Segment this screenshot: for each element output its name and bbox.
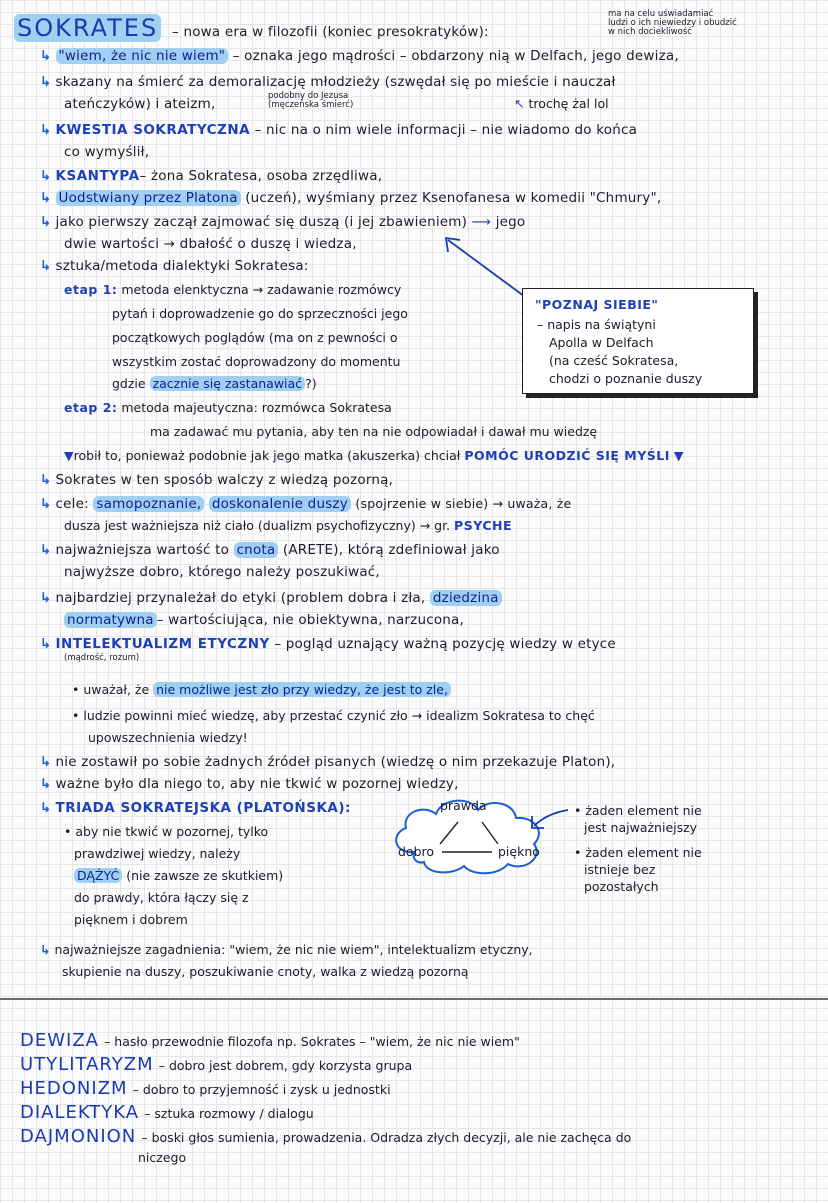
text: najważniejsza wartość to — [55, 542, 230, 558]
stage-2-line — [64, 448, 684, 463]
box-title: "POZNAJ SIEBIE" — [535, 297, 659, 312]
heading: POMÓC URODZIĆ SIĘ MYŚLI — [464, 448, 670, 463]
note-line: jest najważniejszy — [584, 820, 698, 835]
text: metoda elenktyczna → zadawanie rozmówcy — [121, 282, 402, 297]
triad-text: prawdziwej wiedzy, należy — [74, 846, 241, 861]
arrow-icon: ↖ — [514, 96, 525, 111]
triad-text: pięknem i dobrem — [74, 912, 188, 927]
line-key-issues — [40, 942, 533, 957]
motto-highlight: "wiem, że nic nie wiem" — [56, 48, 229, 64]
text: najważniejsze zagadnienia: "wiem, że nic nie wiem", intelektualizm etyczny, — [54, 942, 533, 957]
glossary-term: DIALEKTYKA — [20, 1102, 140, 1123]
triad-good: dobro — [398, 844, 435, 859]
arrow-icon: ▼ — [64, 448, 74, 463]
line-pseudo-knowledge — [40, 472, 393, 488]
arrow-icon: ↳ — [40, 542, 52, 558]
line-sentence — [40, 74, 616, 90]
heading: INTELEKTUALIZM ETYCZNY — [55, 636, 270, 652]
line-atheism: ateńczyków) i ateizm, — [64, 96, 216, 112]
triad-text: • aby nie tkwić w pozornej, tylko — [64, 824, 269, 839]
text: sztuka/metoda dialektyki Sokratesa: — [55, 258, 309, 274]
note-line: • żaden element nie — [574, 803, 702, 818]
text: – żona Sokratesa, osoba zrzędliwa, — [139, 168, 383, 184]
line-no-writings — [40, 754, 615, 770]
glossary-term: UTYLITARYZM — [20, 1054, 154, 1075]
text: (nie zawsze ze skutkiem) — [126, 868, 284, 883]
highlight: normatywna — [64, 612, 157, 628]
highlight: zacznie się zastanawiać — [150, 376, 305, 391]
glossary-tail: niczego — [138, 1150, 187, 1165]
line-virtue — [40, 542, 500, 558]
note-line: (męczeńska śmierć) — [268, 100, 354, 110]
note-line: pozostałych — [584, 879, 659, 894]
text: – pogląd uznający ważną pozycję wiedzy w etyce — [274, 636, 616, 652]
page-subtitle: – nowa era w filozofii (koniec presokratyków): — [172, 24, 489, 40]
page-title — [14, 14, 161, 42]
stage-2 — [64, 400, 392, 415]
glossary-row — [20, 1102, 314, 1123]
stage-2-line: ma zadawać mu pytania, aby ten na nie odpowiadał i dawał mu wiedzę — [150, 424, 598, 439]
glossary-term: DAJMONION — [20, 1126, 137, 1147]
arrow-icon: ▼ — [673, 448, 684, 463]
heading: KWESTIA SOKRATYCZNA — [55, 122, 251, 138]
line-ksantypa — [40, 168, 382, 184]
text: ludzie powinni mieć wiedzę, aby przestać czynić zło → idealizm Sokratesa to chęć — [83, 708, 595, 723]
text: (uczeń), wyśmiany przez Ksenofanesa w komedii "Chmury", — [245, 190, 662, 206]
arrow-icon: ↳ — [40, 190, 52, 206]
highlight: samopoznanie, — [93, 496, 204, 512]
arrow-icon: ↳ — [40, 74, 52, 90]
arrow-icon: ↳ — [40, 800, 52, 816]
line-intellectualism — [40, 636, 616, 652]
line-invented: co wymyślił, — [64, 144, 150, 160]
arrow-icon: ⟶ — [471, 214, 492, 230]
glossary-def: – dobro to przyjemność i zysk u jednostki — [132, 1082, 391, 1097]
arrow-icon: ↳ — [40, 942, 51, 957]
glossary-def: – sztuka rozmowy / dialogu — [144, 1106, 314, 1121]
text: ?) — [305, 376, 317, 391]
line-dialectic — [40, 258, 309, 274]
know-thyself-box — [522, 288, 754, 394]
bullet-knowledge — [72, 708, 595, 723]
side-note-line: ma na celu uświadamiać — [608, 9, 714, 19]
stage-1-line: wszystkim zostać doprowadzony do momentu — [112, 354, 401, 369]
text: nie zostawił po sobie żadnych źródeł pisanych (wiedzę o nim przekazuje Platon), — [55, 754, 616, 770]
glossary-row — [20, 1054, 412, 1075]
arrow-icon: ↳ — [40, 754, 52, 770]
heading: PSYCHE — [454, 518, 512, 533]
note: (mądrość, rozum) — [64, 653, 140, 663]
divider — [0, 998, 828, 1000]
glossary-term: HEDONIZM — [20, 1078, 128, 1099]
pity-note — [514, 96, 609, 111]
stage-label: etap 2: — [64, 400, 118, 415]
text: (ARETE), którą zdefiniował jako — [282, 542, 500, 558]
text: dusza jest ważniejsza niż ciało (dualizm psychofizyczny) → gr. — [64, 518, 451, 533]
text: gdzie — [112, 376, 146, 391]
stage-label: etap 1: — [64, 282, 118, 297]
triad-text: do prawdy, która łączy się z — [74, 890, 249, 905]
line-socratic-question — [40, 122, 637, 138]
bullet-evil — [72, 682, 451, 697]
text: jako pierwszy zaczął zajmować się duszą (i jej zbawieniem) — [55, 214, 468, 230]
note-line: • żaden element nie — [574, 845, 702, 860]
glossary-def: – boski głos sumienia, prowadzenia. Odradza złych decyzji, ale nie zachęca do — [141, 1130, 632, 1145]
arrow-icon: ↳ — [40, 636, 52, 652]
arrow-to-cloud — [526, 806, 572, 832]
box-line: Apolla w Delfach — [549, 335, 654, 350]
stage-1 — [64, 282, 401, 297]
highlight: Uodstwiany przez Platona — [56, 190, 241, 206]
text: – nic na o nim wiele informacji – nie wiadomo do końca — [254, 122, 638, 138]
text: Sokrates w ten sposób walczy z wiedzą pozorną, — [55, 472, 394, 488]
triad-notes — [574, 802, 702, 895]
line-goals — [40, 496, 571, 512]
glossary-row — [20, 1126, 631, 1147]
line-motto — [40, 48, 679, 64]
arrow-icon: ↳ — [40, 258, 52, 274]
highlight: doskonalenie duszy — [209, 496, 351, 512]
text: metoda majeutyczna: rozmówca Sokratesa — [121, 400, 392, 415]
glossary-row — [20, 1030, 520, 1051]
text: (spojrzenie w siebie) → uważa, że — [355, 496, 572, 511]
highlight: cnota — [234, 542, 279, 558]
triad-beauty: piękno — [498, 844, 540, 859]
side-note — [608, 10, 737, 37]
side-note-line: ludzi o ich niewiedzy i obudzić — [608, 18, 737, 28]
arrow-to-box — [440, 232, 530, 302]
heading: TRIADA SOKRATEJSKA (PLATOŃSKA): — [55, 800, 351, 816]
jesus-note — [268, 92, 353, 110]
arrow-icon: ↳ — [40, 122, 52, 138]
triad-text — [74, 868, 283, 883]
line-soul — [40, 214, 525, 230]
line-highest-good: najwyższe dobro, którego należy poszukiwać, — [64, 564, 380, 580]
highlight: dziedzina — [430, 590, 502, 606]
glossary-def: – dobro jest dobrem, gdy korzysta grupa — [158, 1058, 413, 1073]
stage-1-line: początkowych poglądów (ma on z pewności o — [112, 330, 398, 345]
line-ethics — [40, 590, 502, 606]
arrow-icon: ↳ — [40, 214, 52, 230]
text: uważał, że — [83, 682, 150, 697]
box-line: – napis na świątyni — [537, 317, 656, 332]
line-normative — [64, 612, 464, 628]
motto-rest: – oznaka jego mądrości – obdarzony nią w Delfach, jego dewiza, — [232, 48, 679, 64]
bullet: • — [72, 682, 84, 697]
arrow-icon: ↳ — [40, 48, 52, 64]
line-important — [40, 776, 459, 792]
bullet: • — [72, 708, 84, 723]
heading: KSANTYPA — [55, 168, 140, 184]
highlight: nie możliwe jest zło przy wiedzy, że jest to zle, — [153, 682, 451, 697]
arrow-icon: ↳ — [40, 590, 52, 606]
stage-1-line — [112, 376, 317, 391]
glossary-def: – hasło przewodnie filozofa np. Sokrates – "wiem, że nic nie wiem" — [104, 1034, 520, 1049]
note-line: podobny do Jezusa — [268, 91, 349, 101]
text: cele: — [55, 496, 89, 512]
line-dualism — [64, 518, 512, 533]
arrow-icon: ↳ — [40, 496, 52, 512]
glossary-term: DEWIZA — [20, 1030, 99, 1051]
box-line: chodzi o poznanie duszy — [549, 371, 703, 386]
text: ważne było dla niego to, aby nie tkwić w pozornej wiedzy, — [55, 776, 459, 792]
box-line: (na cześć Sokratesa, — [549, 353, 679, 368]
note-line: istnieje bez — [584, 862, 656, 877]
text: najbardziej przynależał do etyki (problem dobra i zła, — [55, 590, 426, 606]
stage-1-line: pytań i doprowadzenie go do sprzeczności jego — [112, 306, 408, 321]
text: jego — [495, 214, 526, 230]
glossary-row — [20, 1078, 391, 1099]
text: robił to, ponieważ podobnie jak jego matka (akuszerka) chciał — [73, 448, 461, 463]
arrow-icon: ↳ — [40, 776, 52, 792]
side-note-line: w nich dociekliwość — [608, 27, 692, 37]
arrow-icon: ↳ — [40, 168, 52, 184]
arrow-icon: ↳ — [40, 472, 52, 488]
bullet-knowledge-cont: upowszechnienia wiedzy! — [88, 730, 248, 745]
line-plato — [40, 190, 661, 206]
text: skazany na śmierć za demoralizację młodzieży (szwędał się po mieście i nauczał — [55, 74, 616, 90]
text: – wartościująca, nie obiektywna, narzucona, — [156, 612, 465, 628]
title-highlight: SOKRATES — [14, 14, 161, 42]
line-triad-head — [40, 800, 351, 816]
note-text: trochę żal lol — [528, 96, 609, 111]
triad-truth: prawda — [440, 798, 487, 813]
line-two-values: dwie wartości → dbałość o duszę i wiedza, — [64, 236, 357, 252]
line-key-issues-cont: skupienie na duszy, poszukiwanie cnoty, walka z wiedzą pozorną — [62, 964, 469, 979]
highlight: DĄŻYĆ — [74, 868, 122, 883]
